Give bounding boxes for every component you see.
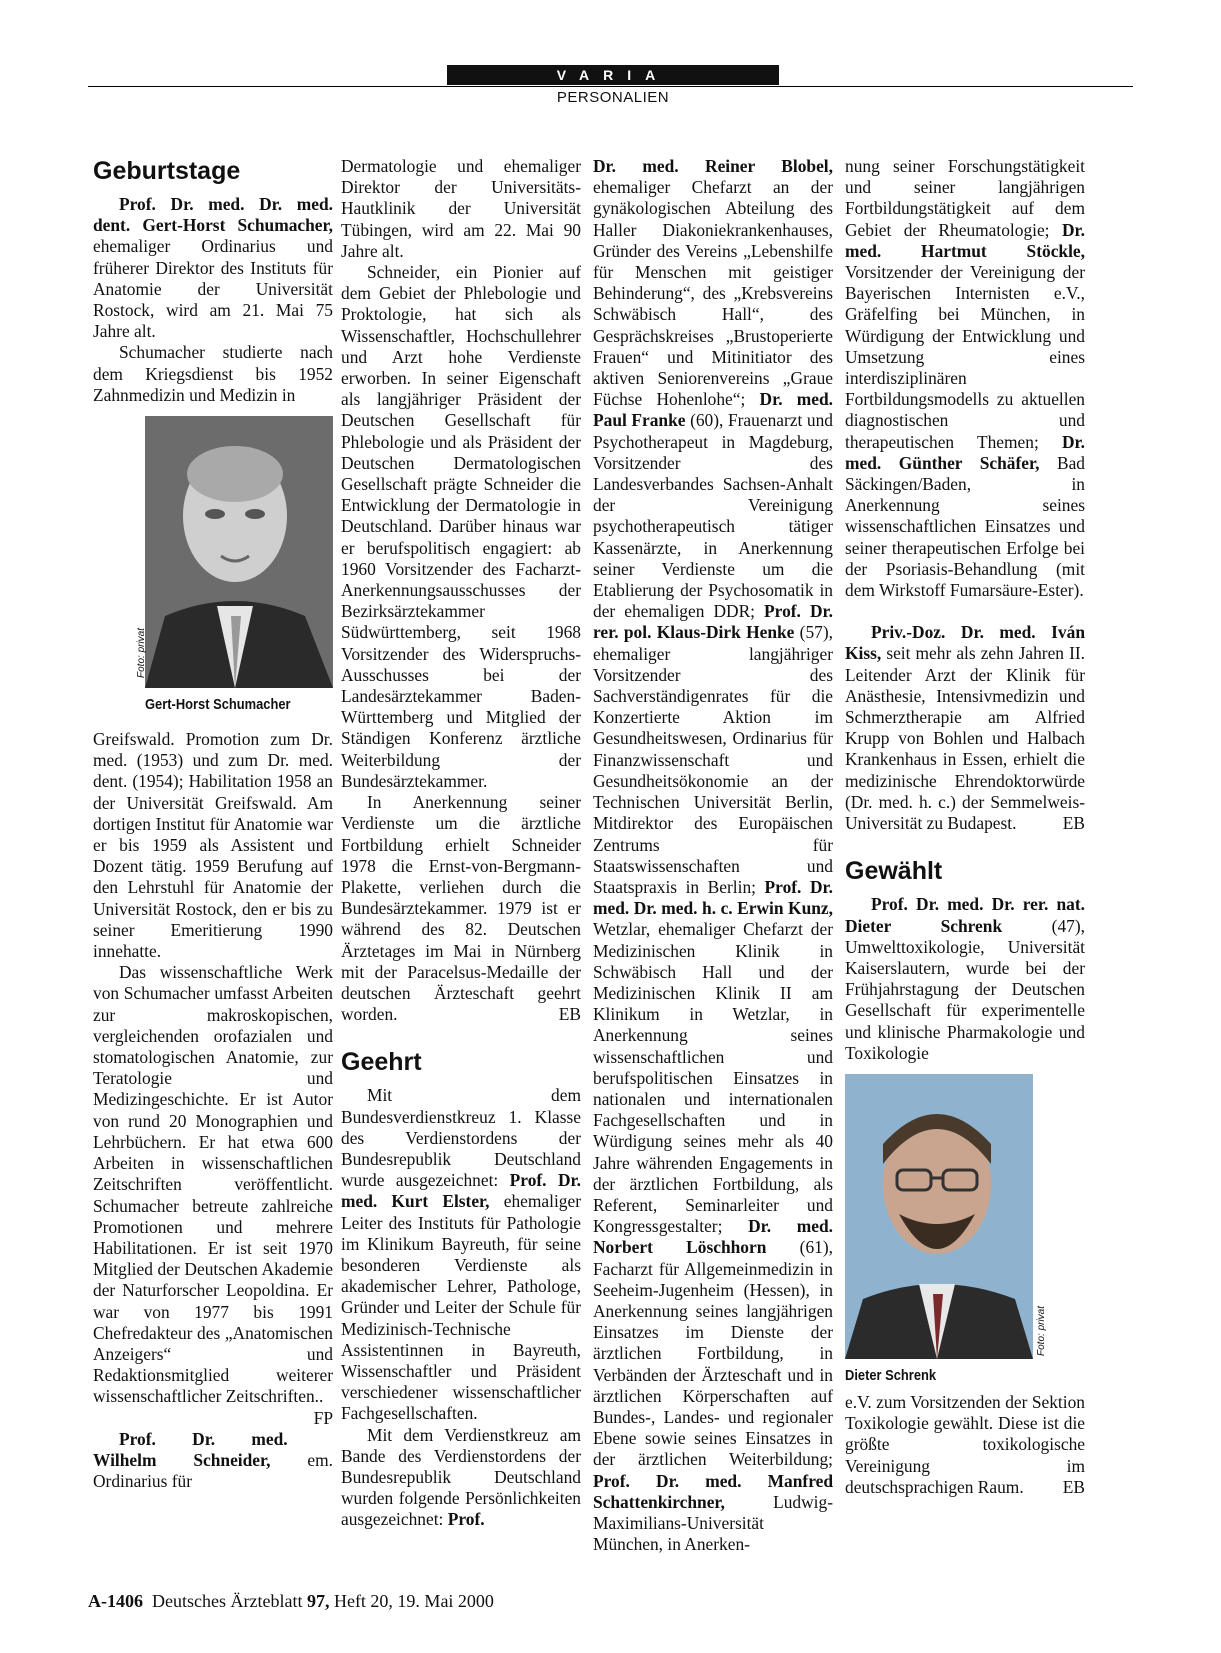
paragraph: Dermatologie und ehemaliger Direktor der Universitäts-Hautklinik der Universität Tübingen, wird am 22. Mai 90 Jahre alt. [341,156,581,261]
author-sign: EB [1062,1476,1085,1497]
column-2: Dermatologie und ehemaliger Direktor der Universitäts-Hautklinik der Universität Tübingen, wird am 22. Mai 90 Jahre alt. Schneider, ein Pionier auf dem Gebiet der Phlebologie und Proktologie, hat sich als Wissenschaftler, Hochschullehrer und Arzt hohe Verdienste erworben. In seiner Eigenschaft als langjähriger Präsident der Deutschen Gesellschaft für Phlebologie und als Präsident der Deutschen Dermatologischen Gesellschaft prägte Schneider die Entwicklung der Dermatologie in Deutschland. Darüber hinaus war er berufspolitisch engagiert: ab 1960 Vorsitzender des Facharzt-Anerkennungsausschusses der Bezirksärztekammer Südwürttemberg, seit 1968 Vorsitzender des Widerspruchs-Ausschusses bei der Landesärztekammer Baden-Württemberg und Mitglied der Ständigen Konferenz ärztliche Weiterbildung der Bundesärztekammer. In Anerkennung seiner Verdienste um die ärztliche Fortbildung erhielt Schneider 1978 die Ernst-von-Bergmann-Plakette, verliehen durch die Bundesärztekammer. 1979 ist er während des 82. Deutschen Ärztetages im Mai in Nürnberg mit der Paracelsus-Medaille der deutschen Ärzteschaft geehrt worden. EB Geehrt Mit dem Bundesverdienstkreuz 1. Klasse des Verdienstordens der Bundesrepublik Deutschland wurde ausgezeichnet: Prof. Dr. med. Kurt Elster, ehemaliger Leiter des Instituts für Pathologie im Klinikum Bayreuth, für seine besonderen Verdienste als akademischer Lehrer, Pathologe, Gründer und Leiter der Schule für Medizinisch-Technische Assistentinnen in Bayreuth, Wissenschaftler und Präsident verschiedener wissenschaftlicher Fachgesellschaften. Mit dem Verdienstkreuz am Bande des Verdienstordens der Bundesrepublik Deutschland wurden folgende Persönlichkeiten ausgezeichnet: Prof. [341,156,581,1530]
paragraph: Das wissenschaftliche Werk von Schumacher umfasst Arbeiten zur makroskopischen, vergleichenden orofazialen und stomatologischen Anatomie, zur Teratologie und Medizingeschichte. Er ist Autor von rund 20 Monographien und Lehrbüchern. Er hat etwa 600 Arbeiten in wissenschaftlichen Zeitschriften veröffentlicht. Schumacher betreute zahlreiche Promotionen und mehrere Habilitationen. Er ist seit 1970 Mitglied der Deutschen Akademie der Naturforscher Leopoldina. Er war von 1977 bis 1991 Chefredakteur des „Anatomischen Anzeigers“ und Redaktionsmitglied weiterer wissenschaftlicher Zeitschriften.. FP [93,962,333,1428]
portrait-image [845,1074,1033,1359]
paragraph: Dr. med. Reiner Blobel, ehemaliger Chefarzt an der gynäkologischen Abteilung des Haller Diakoniekrankenhauses, Gründer des Vereins „Lebenshilfe für Menschen mit geistiger Behinderung“, des „Krebsvereins Schwäbisch Hall“, des Gesprächskreises „Brustoperierte Frauen“ und Mitinitiator des aktiven Seniorenvereins „Graue Füchse Hohenlohe“; Dr. med. Paul Franke (60), Frauenarzt und Psychotherapeut in Magdeburg, Vorsitzender des Landesverbandes Sachsen-Anhalt der Vereinigung psychotherapeutisch tätiger Kassenärzte, in Anerkennung seiner Verdienste um die Etablierung der Psychosomatik in der ehemaligen DDR; Prof. Dr. rer. pol. Klaus-Dirk Henke (57), ehemaliger langjähriger Vorsitzender des Sachverständigenrates für die Konzertierte Aktion im Gesundheitswesen, Ordinarius für Finanzwissenschaft und Gesundheitsökonomie an der Technischen Universität Berlin, Mitdirektor des Europäischen Zentrums für Staatswissenschaften und Staatspraxis in Berlin; Prof. Dr. med. Dr. med. h. c. Erwin Kunz, Wetzlar, ehemaliger Chefarzt der Medizinischen Klinik in Schwäbisch Hall und der Medizinischen Klinik II am Klinikum in Wetzlar, in Anerkennung seines wissenschaftlichen und berufspolitischen Einsatzes in nationalen und internationalen Fachgesellschaften und in Würdigung seines mehr als 40 Jahre währenden Engagements in der ärztlichen Fortbildung, als Referent, Seminarleiter und Kongressgestalter; Dr. med. Norbert Löschhorn (61), Facharzt für Allgemeinmedizin in Seeheim-Jugenheim (Hessen), in Anerkennung seines langjährigen Einsatzes im Dienste der ärztlichen Fortbildung, in Verbänden der Ärzteschaft und in ärztlichen Körperschaften auf Bundes-, Landes- und regionaler Ebene sowie seines Einsatzes in der ärztlichen Weiterbildung; Prof. Dr. med. Manfred Schattenkirchner, Ludwig-Maximilians-Universität München, in Anerken- [593,156,834,1555]
photo-block [845,1074,1085,1394]
photo-caption: Dieter Schrenk [845,1366,937,1384]
name-schrenk: Prof. Dr. med. Dr. rer. nat. Dieter Schrenk [845,894,1085,936]
paragraph: In Anerkennung seiner Verdienste um die ärztliche Fortbildung erhielt Schneider 1978 die Ernst-von-Bergmann-Plakette, verliehen durch die Bundesärztekammer. 1979 ist er während des 82. Deutschen Ärztetages im Mai in Nürnberg mit der Paracelsus-Medaille der deutschen Ärzteschaft geehrt worden. EB [341,792,581,1025]
paragraph: e.V. zum Vorsitzenden der Sektion Toxikologie gewählt. Diese ist die größte toxikologische Vereinigung im deutschsprachigen Raum. EB [845,1391,1085,1497]
paragraph: Greifswald. Promotion zum Dr. med. (1953) und zum Dr. med. dent. (1954); Habilitation 1958 an der Universität Greifswald. Am dortigen Institut für Anatomie war er bis 1959 als Assistent und Dozent tätig. 1959 Berufung auf den Lehrstuhl für Anatomie der Universität Rostock, den er bis zu seiner Emeritierung 1990 innehatte. [93,729,333,962]
author-sign: EB [1062,813,1085,834]
heading-gewaehlt: Gewählt [845,857,943,886]
header-rule [88,86,1133,87]
issue-info: Heft 20, 19. Mai 2000 [333,1591,494,1611]
author-sign: FP [313,1407,333,1428]
volume: 97, [306,1591,330,1611]
heading-geehrt: Geehrt [341,1048,422,1077]
paragraph: Schumacher studierte nach dem Kriegsdienst bis 1952 Zahnmedizin und Medizin in [93,342,333,405]
journal-name: Deutsches Ärzteblatt [152,1591,303,1611]
photo-caption: Gert-Horst Schumacher [145,696,291,714]
name-schneider: Prof. Dr. med. Wilhelm Schneider, [93,1428,288,1470]
heading-geburtstage: Geburtstage [93,157,241,185]
column-3 [593,156,833,1555]
photo-block [93,416,333,736]
photo-credit: Foto: privat [1036,1305,1047,1356]
paragraph: nung seiner Forschungstätigkeit und seiner langjährigen Fortbildungstätigkeit auf dem Gebiet der Rheumatologie; Dr. med. Hartmut Stöckle, Vorsitzender der Vereinigung der Bayerischen Internisten e.V., Gräfelfing bei München, in Würdigung der Entwicklung und Umsetzung eines interdisziplinären Fortbildungsmodells zu aktuellen diagnostischen und therapeutischen Themen; Dr. med. Günther Schäfer, Bad Säckingen/Baden, in Anerkennung seines wissenschaftlichen Einsatzes und seiner therapeutischen Erfolge bei der Psoriasis-Behandlung (mit dem Wirkstoff Fumarsäure-Ester). [845,156,1085,601]
portrait-photo [136,416,333,688]
name-schumacher: Prof. Dr. med. Dr. med. dent. Gert-Horst Schumacher, [93,194,333,236]
page-number: A-1406 [88,1591,143,1611]
paragraph: Priv.-Doz. Dr. med. Iván Kiss, seit mehr als zehn Jahren II. Leitender Arzt der Klinik für Anästhesie, Intensivmedizin und Schmerztherapie am Alfried Krupp von Bohlen und Halbach Krankenhaus in Essen, erhielt die medizinische Ehrendoktorwürde (Dr. med. h. c.) der Semmelweis-Universität zu Budapest. EB [845,622,1085,834]
page-footer [88,1591,494,1612]
portrait-image [145,416,333,688]
subsection-label: PERSONALIEN [556,89,670,106]
portrait-photo [845,1074,1033,1359]
author-sign: EB [558,1004,581,1025]
section-banner: VARIA [447,65,779,85]
name-elster: Prof. Dr. med. Kurt Elster, [341,1170,581,1212]
paragraph: Schneider, ein Pionier auf dem Gebiet der Phlebologie und Proktologie, hat sich als Wissenschaftler, Hochschullehrer und Arzt hohe Verdienste erworben. In seiner Eigenschaft als langjähriger Präsident der Deutschen Gesellschaft für Phlebologie und als Präsident der Deutschen Dermatologischen Gesellschaft prägte Schneider die Entwicklung der Dermatologie in Deutschland. Darüber hinaus war er berufspolitisch engagiert: ab 1960 Vorsitzender des Facharzt-Anerkennungsausschusses der Bezirksärztekammer Südwürttemberg, seit 1968 Vorsitzender des Widerspruchs-Ausschusses bei der Landesärztekammer Baden-Württemberg und Mitglied der Ständigen Konferenz ärztliche Weiterbildung der Bundesärztekammer. [341,262,581,791]
photo-credit: Foto: privat [136,628,147,679]
column-1: Geburtstage Prof. Dr. med. Dr. med. dent. Gert-Horst Schumacher, ehemaliger Ordinarius und früherer Direktor des Instituts für Anatomie der Universität Rostock, wird am 21. Mai 75 Jahre alt. Schumacher studierte nach dem Kriegsdienst bis 1952 Zahnmedizin und Medizin in Foto: privat Gert-Horst Schumacher Greifswald. Promotion zum Dr. med. (1953) und zum Dr. med. dent. (1954); Habilitation 1958 an der Universität Greifswald. Am dortigen Institut für Anatomie war er bis 1959 als Assistent und Dozent tätig. 1959 Berufung auf den Lehrstuhl für Anatomie der Universität Rostock, den er bis zu seiner Emeritierung 1990 innehatte. Das wissenschaftliche Werk von Schumacher umfasst Arbeiten zur makroskopischen, vergleichenden orofazialen und stomatologischen Anatomie, zur Teratologie und Medizingeschichte. Er ist Autor von rund 20 Monographien und Lehrbüchern. Er hat etwa 600 Arbeiten in wissenschaftlichen Zeitschriften veröffentlicht. Schumacher betreute zahlreiche Promotionen und mehrere Habilitationen. Er ist seit 1970 Mitglied der Deutschen Akademie der Naturforscher Leopoldina. Er war von 1977 bis 1991 Chefredakteur des „Anatomischen Anzeigers“ und Redaktionsmitglied weiterer wissenschaftlicher Zeitschriften.. FP Prof. Dr. med. Wilhelm Schneider, em. Ordinarius für [93,157,333,1491]
column-4: nung seiner Forschungstätigkeit und seiner langjährigen Fortbildungstätigkeit auf dem Gebiet der Rheumatologie; Dr. med. Hartmut Stöckle, Vorsitzender der Vereinigung der Bayerischen Internisten e.V., Gräfelfing bei München, in Würdigung der Entwicklung und Umsetzung eines interdisziplinären Fortbildungsmodells zu aktuellen diagnostischen und therapeutischen Themen; Dr. med. Günther Schäfer, Bad Säckingen/Baden, in Anerkennung seines wissenschaftlichen Einsatzes und seiner therapeutischen Erfolge bei der Psoriasis-Behandlung (mit dem Wirkstoff Fumarsäure-Ester). Priv.-Doz. Dr. med. Iván Kiss, seit mehr als zehn Jahren II. Leitender Arzt der Klinik für Anästhesie, Intensivmedizin und Schmerztherapie am Alfried Krupp von Bohlen und Halbach Krankenhaus in Essen, erhielt die medizinische Ehrendoktorwürde (Dr. med. h. c.) der Semmelweis-Universität zu Budapest. EB Gewählt Prof. Dr. med. Dr. rer. nat. Dieter Schrenk (47), Umwelttoxikologie, Universität Kaiserslautern, wurde bei der Frühjahrstagung der Deutschen Gesellschaft für experimentelle und klinische Pharmakologie und Toxikologie Foto: privat Dieter Schrenk e.V. zum Vorsitzenden der Sektion Toxikologie gewählt. Diese ist die größte toxikologische Vereinigung im deutschsprachigen Raum. EB [845,156,1086,1497]
